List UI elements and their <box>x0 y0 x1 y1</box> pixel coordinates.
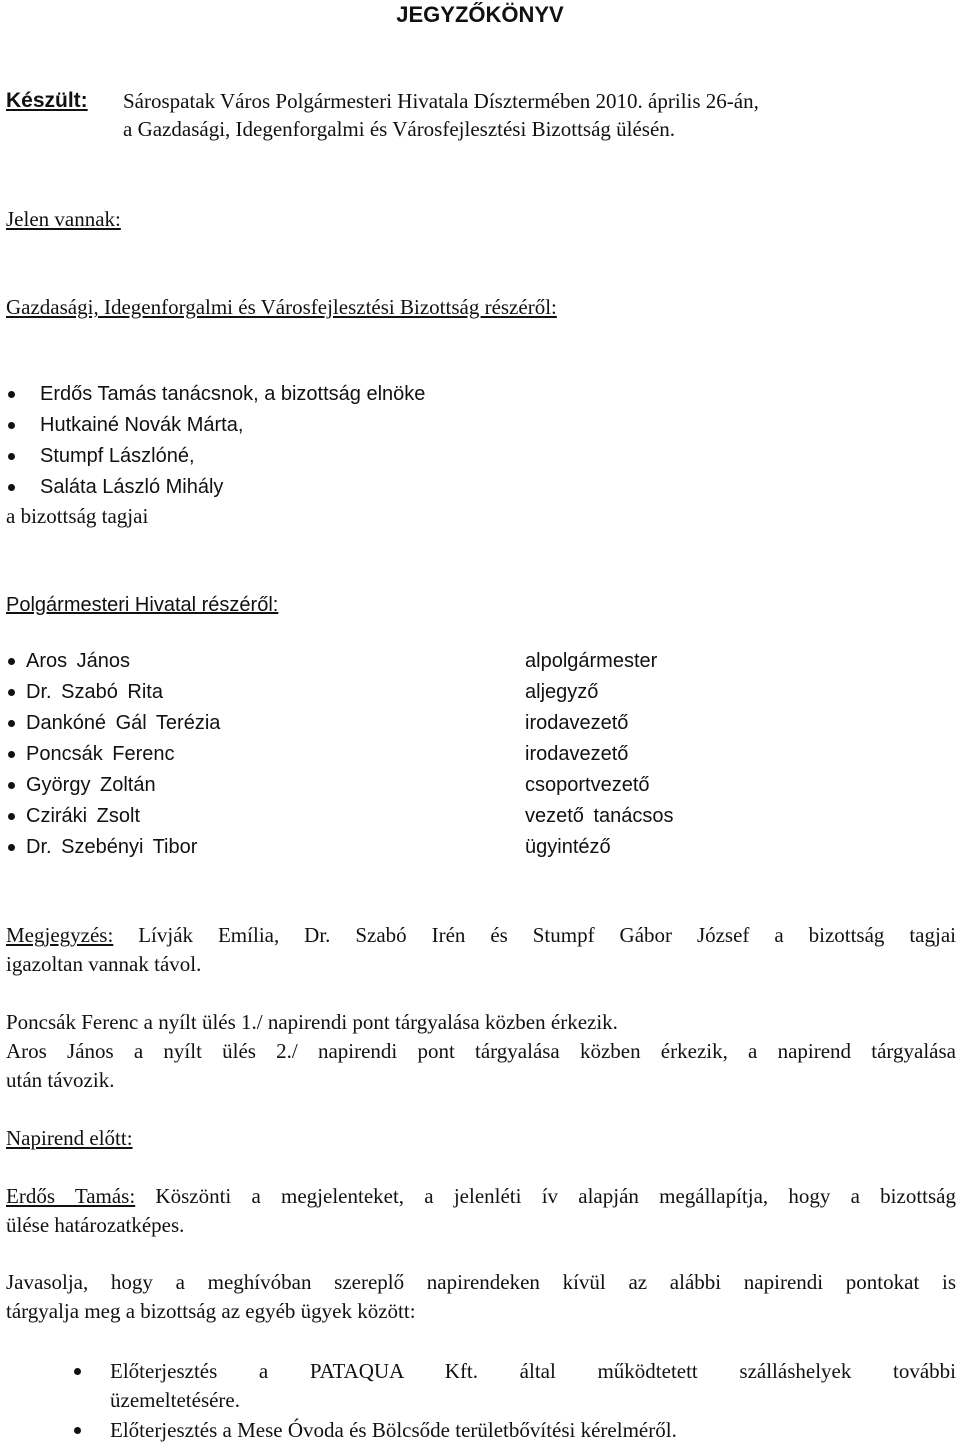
note-text: Lívják Emília, Dr. Szabó Irén és Stumpf Gábor József a bizottság tagjai <box>138 923 956 947</box>
bullet <box>8 720 15 727</box>
list-item-continuation: üzemeltetésére. <box>110 1388 240 1412</box>
list-item: Erdős Tamás tanácsnok, a bizottság elnöke <box>40 383 426 405</box>
keszult-line-1: Sárospatak Város Polgármesteri Hivatala Dísztermében 2010. április 26-án, <box>123 89 759 113</box>
note-line-1 <box>6 920 956 950</box>
bullet <box>74 1368 81 1375</box>
staff-name: Aros János <box>26 650 131 672</box>
bullet <box>8 658 15 665</box>
staff-role: aljegyző <box>525 681 599 703</box>
staff-role: vezető tanácsos <box>525 805 674 827</box>
bullet <box>8 453 15 460</box>
staff-name: Dr. Szabó Rita <box>26 681 163 703</box>
note-line-2: igazoltan vannak távol. <box>6 952 202 976</box>
staff-role: csoportvezető <box>525 774 650 796</box>
staff-name: Dankóné Gál Terézia <box>26 712 221 734</box>
jelen-vannak-heading: Jelen vannak: <box>6 207 121 231</box>
bullet <box>8 751 15 758</box>
staff-name: Poncsák Ferenc <box>26 743 175 765</box>
document-title: JEGYZŐKÖNYV <box>396 2 564 27</box>
arrival-line-3: után távozik. <box>6 1068 115 1092</box>
erdos-line-2: ülése határozatképes. <box>6 1213 185 1237</box>
bullet <box>8 844 15 851</box>
arrival-line-1: Poncsák Ferenc a nyílt ülés 1./ napirendi pont tárgyalása közben érkezik. <box>6 1010 618 1034</box>
erdos-text: Köszönti a megjelenteket, a jelenléti ív alapján megállapítja, hogy a bizottság <box>155 1184 956 1208</box>
bizottsag-heading: Gazdasági, Idegenforgalmi és Városfejlesztési Bizottság részéről: <box>6 295 557 319</box>
bullet <box>8 391 15 398</box>
arrival-line-2: Aros János a nyílt ülés 2./ napirendi pont tárgyalása közben érkezik, a napirend tárgyalása <box>6 1039 956 1063</box>
list-item: Előterjesztés a PATAQUA Kft. által működtetett szálláshelyek további <box>110 1359 956 1383</box>
erdos-label: Erdős Tamás: <box>6 1184 136 1208</box>
members-suffix: a bizottság tagjai <box>6 504 149 528</box>
staff-name: György Zoltán <box>26 774 156 796</box>
staff-role: irodavezető <box>525 743 629 765</box>
staff-role: alpolgármester <box>525 650 658 672</box>
javasolja-line-1: Javasolja, hogy a meghívóban szereplő napirendeken kívül az alábbi napirendi pontokat is <box>6 1270 956 1294</box>
note-label: Megjegyzés: <box>6 923 114 947</box>
bullet <box>8 813 15 820</box>
bullet <box>8 422 15 429</box>
javasolja-line-2: tárgyalja meg a bizottság az egyéb ügyek között: <box>6 1299 416 1323</box>
staff-role: ügyintéző <box>525 836 611 858</box>
bullet <box>8 782 15 789</box>
hivatal-heading: Polgármesteri Hivatal részéről: <box>6 594 279 616</box>
bullet <box>8 689 15 696</box>
list-item: Stumpf Lászlóné, <box>40 445 195 467</box>
list-item: Saláta László Mihály <box>40 476 224 498</box>
staff-role: irodavezető <box>525 712 629 734</box>
keszult-line-2: a Gazdasági, Idegenforgalmi és Városfejlesztési Bizottság ülésén. <box>123 117 676 141</box>
bullet <box>8 484 15 491</box>
list-item: Hutkainé Novák Márta, <box>40 414 244 436</box>
staff-name: Cziráki Zsolt <box>26 805 141 827</box>
erdos-line-1 <box>6 1181 956 1211</box>
list-item: Előterjesztés a Mese Óvoda és Bölcsőde területbővítési kérelméről. <box>110 1418 677 1442</box>
bullet <box>74 1427 81 1434</box>
napirend-heading: Napirend előtt: <box>6 1126 133 1150</box>
staff-name: Dr. Szebényi Tibor <box>26 836 198 858</box>
keszult-label: Készült: <box>6 89 88 112</box>
